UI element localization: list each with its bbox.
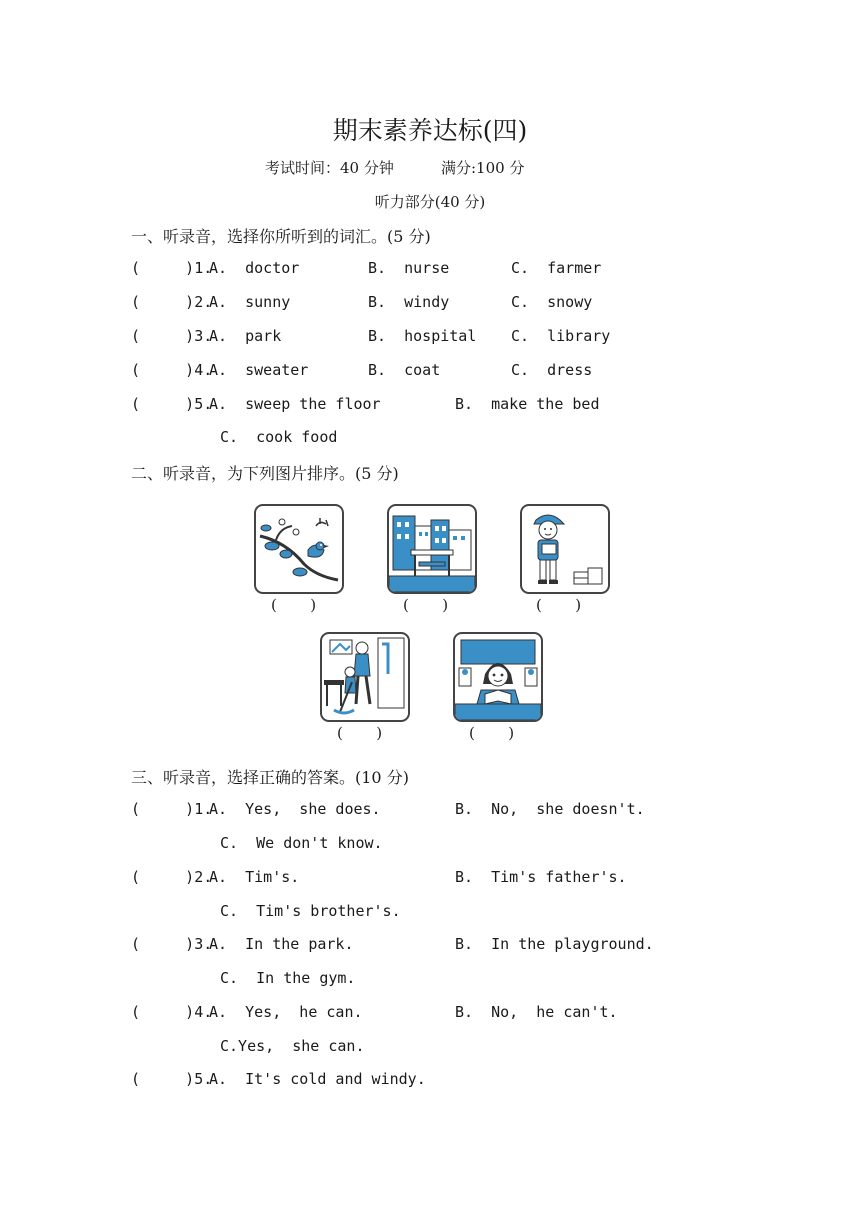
question-number[interactable]: ( )5. (131, 395, 213, 413)
picture-4-blank[interactable]: ( ) (337, 724, 383, 742)
question-number[interactable]: ( )4. (131, 361, 213, 379)
option-a[interactable]: A. In the park. (209, 935, 354, 953)
option-b[interactable]: B. nurse (368, 259, 450, 277)
picture-city-buildings (387, 504, 477, 594)
option-c[interactable]: C. snowy (511, 293, 593, 311)
option-b[interactable]: B. No, she doesn't. (455, 800, 645, 818)
option-c[interactable]: C. cook food (220, 428, 338, 446)
question-number[interactable]: ( )3. (131, 327, 213, 345)
question-number[interactable]: ( )1. (131, 800, 213, 818)
option-b[interactable]: B. No, he can't. (455, 1003, 618, 1021)
picture-birds-tree (254, 504, 344, 594)
picture-3-blank[interactable]: ( ) (536, 596, 582, 614)
birds-tree-icon (256, 506, 342, 592)
girl-reading-icon (455, 634, 541, 720)
option-c[interactable]: C. Tim's brother's. (220, 902, 401, 920)
picture-1-blank[interactable]: ( ) (271, 596, 317, 614)
picture-5-blank[interactable]: ( ) (469, 724, 515, 742)
option-a[interactable]: A. Tim's. (209, 868, 300, 886)
option-a[interactable]: A. sweater (209, 361, 309, 379)
picture-delivery-boy (520, 504, 610, 594)
option-b[interactable]: B. windy (368, 293, 450, 311)
option-c[interactable]: C. farmer (511, 259, 602, 277)
section3-heading: 三、听录音，选择正确的答案。(10 分) (131, 768, 409, 787)
picture-sweeping-floor (320, 632, 410, 722)
city-buildings-icon (389, 506, 475, 592)
sweeping-floor-icon (322, 634, 408, 720)
delivery-boy-icon (522, 506, 608, 592)
option-a[interactable]: A. It's cold and windy. (209, 1070, 426, 1088)
question-number[interactable]: ( )4. (131, 1003, 213, 1021)
picture-girl-reading (453, 632, 543, 722)
question-number[interactable]: ( )3. (131, 935, 213, 953)
option-a[interactable]: A. Yes, he can. (209, 1003, 363, 1021)
question-number[interactable]: ( )1. (131, 259, 213, 277)
question-number[interactable]: ( )5. (131, 1070, 213, 1088)
option-c[interactable]: C.Yes, she can. (220, 1037, 365, 1055)
question-number[interactable]: ( )2. (131, 293, 213, 311)
page-title: 期末素养达标(四) (332, 116, 528, 145)
question-number[interactable]: ( )2. (131, 868, 213, 886)
exam-full-score: 满分:100 分 (441, 159, 525, 177)
option-b[interactable]: B. make the bed (455, 395, 600, 413)
option-c[interactable]: C. dress (511, 361, 593, 379)
option-a[interactable]: A. doctor (209, 259, 300, 277)
option-a[interactable]: A. Yes, she does. (209, 800, 381, 818)
option-b[interactable]: B. In the playground. (455, 935, 654, 953)
option-a[interactable]: A. sunny (209, 293, 291, 311)
option-b[interactable]: B. Tim's father's. (455, 868, 627, 886)
option-b[interactable]: B. hospital (368, 327, 477, 345)
section1-heading: 一、听录音，选择你所听到的词汇。(5 分) (131, 227, 431, 246)
option-b[interactable]: B. coat (368, 361, 441, 379)
option-a[interactable]: A. sweep the floor (209, 395, 381, 413)
picture-2-blank[interactable]: ( ) (403, 596, 449, 614)
option-c[interactable]: C. library (511, 327, 611, 345)
option-a[interactable]: A. park (209, 327, 282, 345)
option-c[interactable]: C. In the gym. (220, 969, 356, 987)
listening-section-header: 听力部分(40 分) (374, 193, 486, 211)
option-c[interactable]: C. We don't know. (220, 834, 383, 852)
section2-heading: 二、听录音，为下列图片排序。(5 分) (131, 464, 399, 483)
exam-time: 考试时间：40 分钟 (265, 159, 394, 177)
